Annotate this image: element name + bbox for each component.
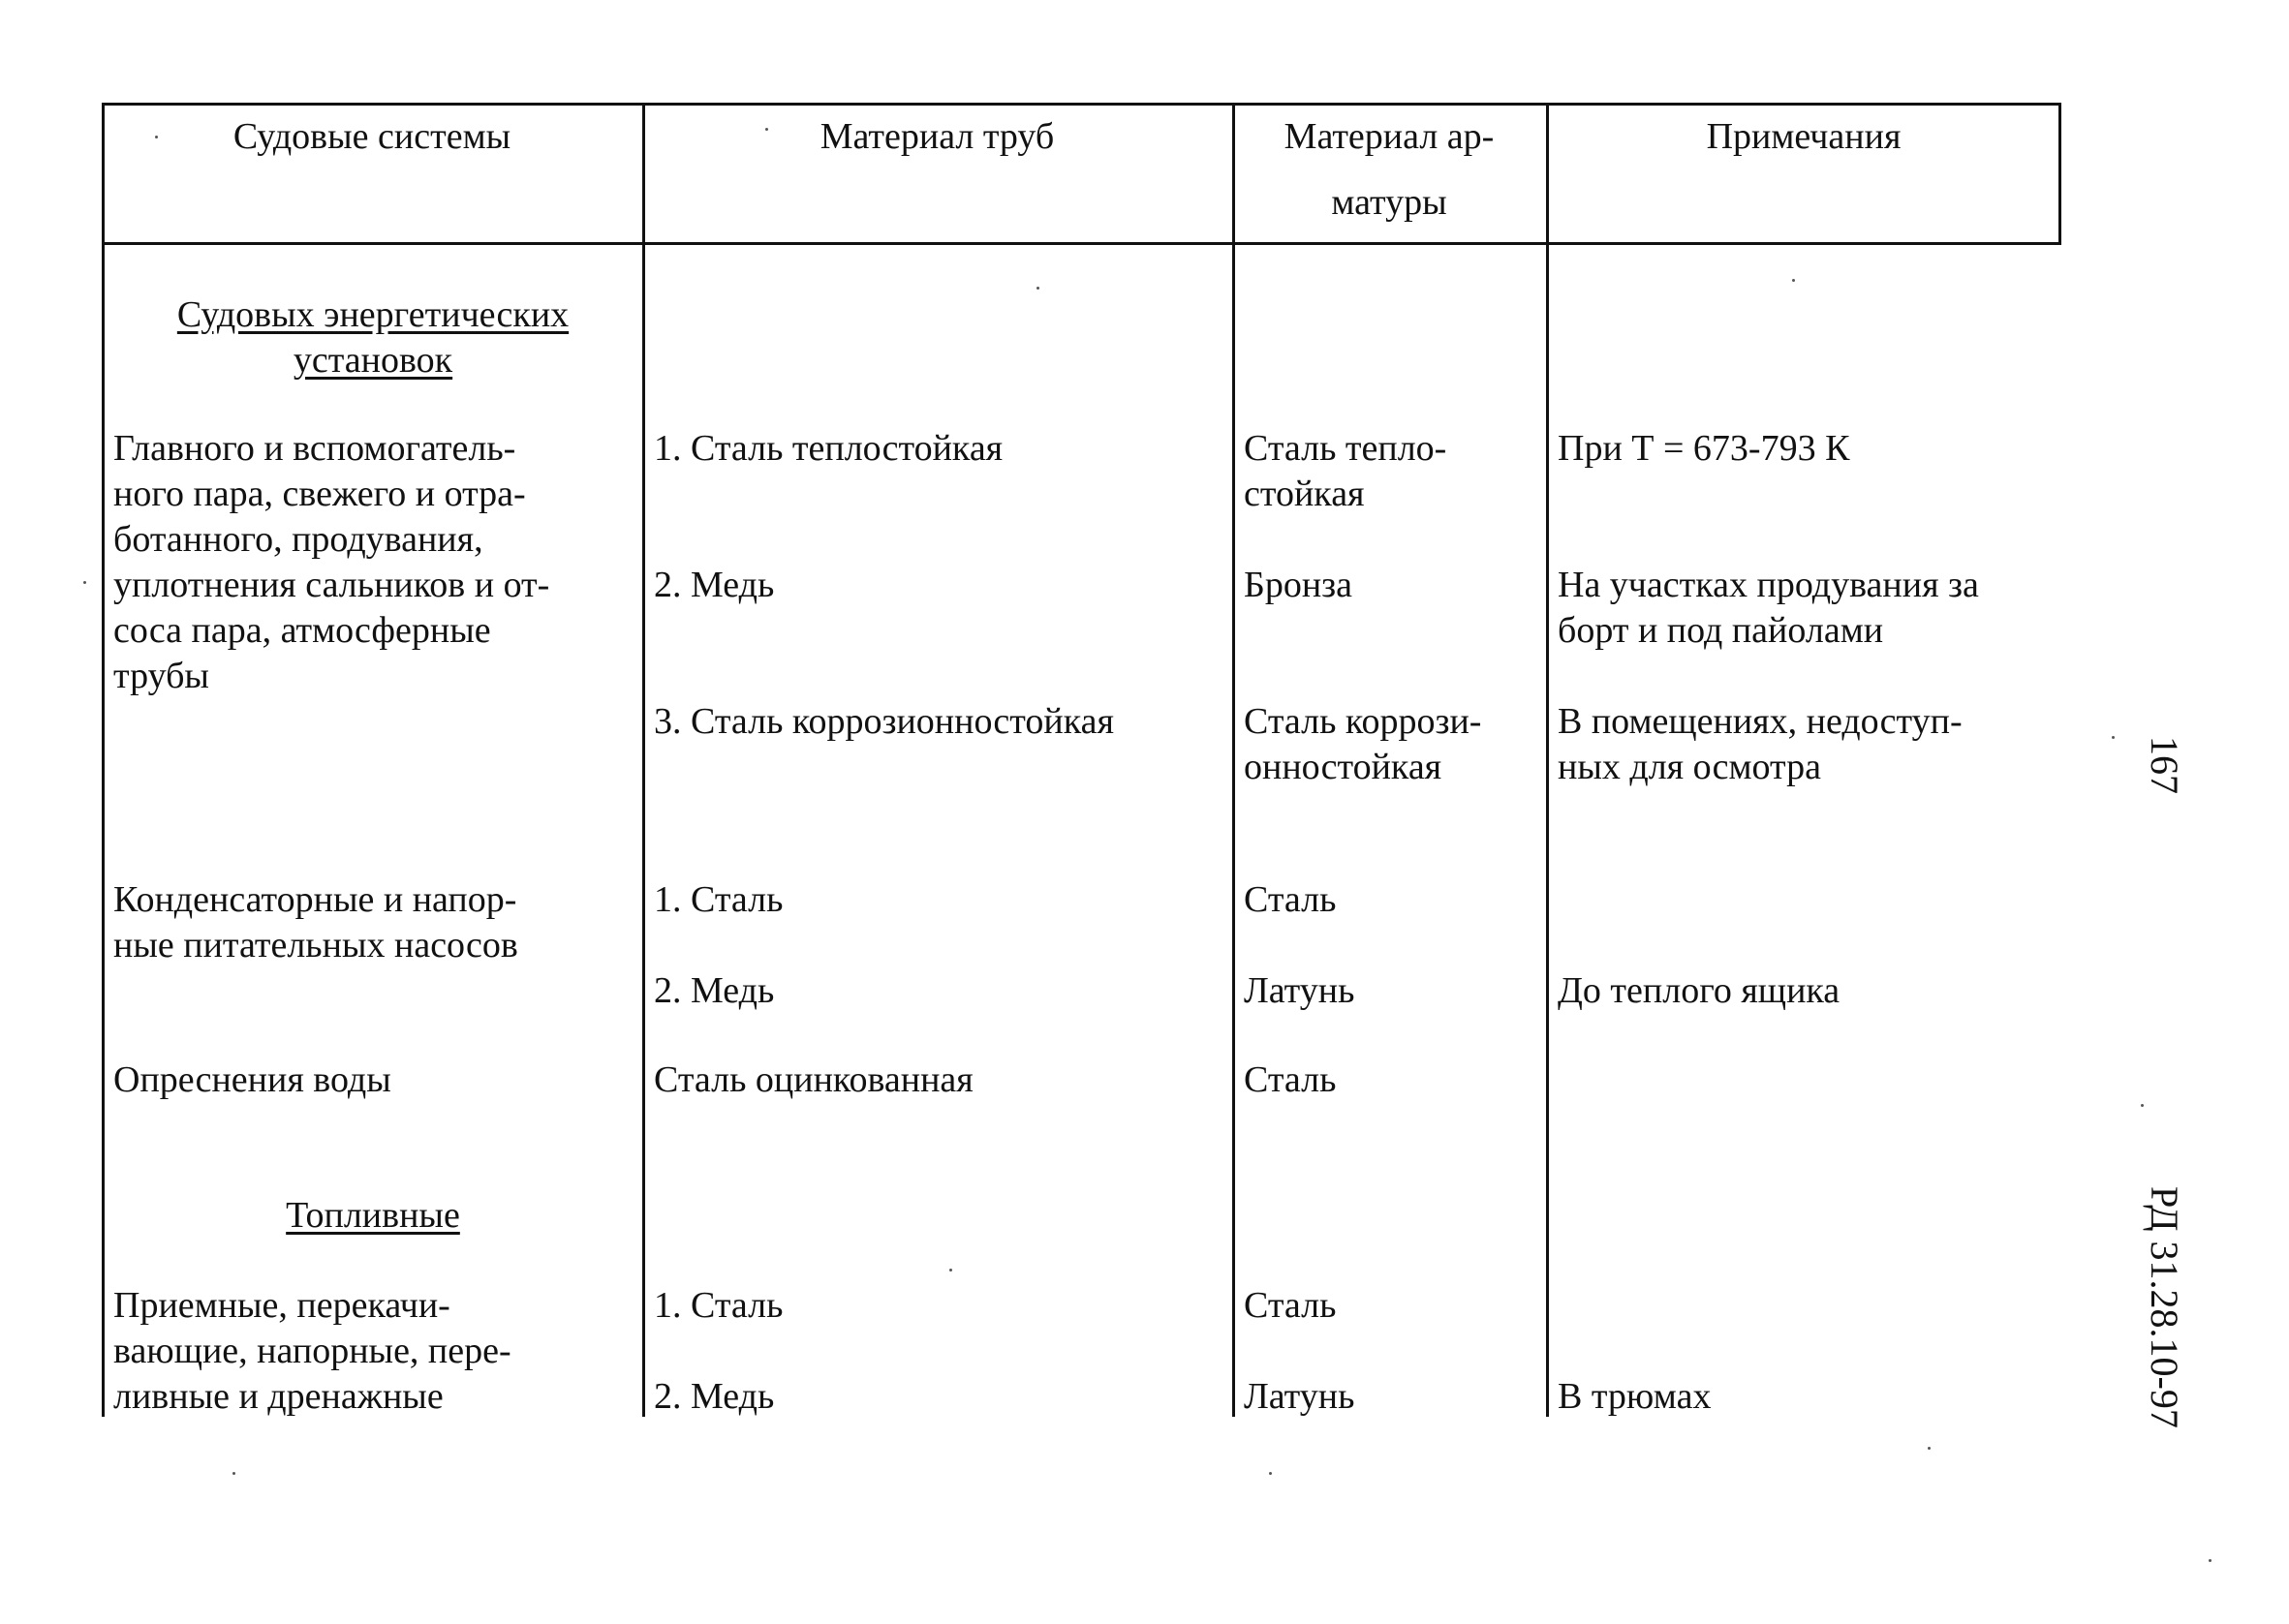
fuel-system-line3: ливные и дренажные [113, 1376, 444, 1417]
header-notes: Примечания [1706, 116, 1902, 157]
steam-pipe-3: 3. Сталь коррозионностойкая [654, 701, 1114, 742]
fuel-note-2: В трюмах [1558, 1376, 1712, 1417]
steam-note-3-line1: В помещениях, недоступ- [1558, 701, 1963, 742]
fuel-pipe-2: 2. Медь [654, 1376, 775, 1417]
column-divider-2 [1232, 103, 1235, 1417]
steam-note-1: При Т = 673-793 К [1558, 428, 1850, 469]
steam-system-line5: соса пара, атмосферные [113, 610, 491, 651]
steam-fitting-3-line2: онностойкая [1244, 747, 1442, 787]
steam-system-line4: уплотнения сальников и от- [113, 565, 550, 605]
desal-fitting: Сталь [1244, 1059, 1337, 1100]
section-title-power-line2: установок [293, 340, 453, 381]
steam-fitting-1-line1: Сталь тепло- [1244, 428, 1447, 469]
condensate-note-2: До теплого ящика [1558, 970, 1840, 1011]
header-fittings-material-line1: Материал ар- [1284, 116, 1495, 157]
header-systems: Судовые системы [232, 116, 511, 157]
table-left-border [102, 103, 105, 1417]
steam-fitting-1-line2: стойкая [1244, 474, 1365, 514]
fuel-system-line2: вающие, напорные, пере- [113, 1331, 511, 1371]
condensate-pipe-1: 1. Сталь [654, 879, 784, 920]
header-fittings-material-line2: матуры [1331, 182, 1447, 223]
steam-fitting-3-line1: Сталь коррози- [1244, 701, 1482, 742]
condensate-system-line1: Конденсаторные и напор- [113, 879, 517, 920]
section-title-power-line1: Судовых энергетических [176, 294, 570, 335]
materials-table [102, 103, 2061, 1417]
condensate-system-line2: ные питательных насосов [113, 925, 518, 965]
column-divider-1 [642, 103, 645, 1417]
steam-fitting-2: Бронза [1244, 565, 1353, 605]
fuel-fitting-2: Латунь [1244, 1376, 1355, 1417]
steam-note-3-line2: ных для осмотра [1558, 747, 1821, 787]
header-bottom-border [102, 242, 2061, 245]
desal-system: Опреснения воды [113, 1059, 391, 1100]
fuel-system-line1: Приемные, перекачи- [113, 1285, 450, 1326]
fuel-pipe-1: 1. Сталь [654, 1285, 784, 1326]
steam-system-line2: ного пара, свежего и отра- [113, 474, 526, 514]
page-number: 167 [2143, 736, 2186, 794]
condensate-fitting-1: Сталь [1244, 879, 1337, 920]
steam-note-2-line2: борт и под пайолами [1558, 610, 1884, 651]
document-code: РД 31.28.10-97 [2143, 1186, 2186, 1428]
header-pipe-material: Материал труб [820, 116, 1055, 157]
steam-system-line1: Главного и вспомогатель- [113, 428, 516, 469]
section-title-fuel: Топливные [286, 1195, 460, 1236]
steam-pipe-1: 1. Сталь теплостойкая [654, 428, 1004, 469]
desal-pipe: Сталь оцинкованная [654, 1059, 974, 1100]
condensate-fitting-2: Латунь [1244, 970, 1355, 1011]
fuel-fitting-1: Сталь [1244, 1285, 1337, 1326]
steam-system-line3: ботанного, продувания, [113, 519, 483, 560]
steam-pipe-2: 2. Медь [654, 565, 775, 605]
condensate-pipe-2: 2. Медь [654, 970, 775, 1011]
steam-note-2-line1: На участках продувания за [1558, 565, 1979, 605]
column-divider-3 [1546, 103, 1549, 1417]
steam-system-line6: трубы [113, 656, 209, 696]
